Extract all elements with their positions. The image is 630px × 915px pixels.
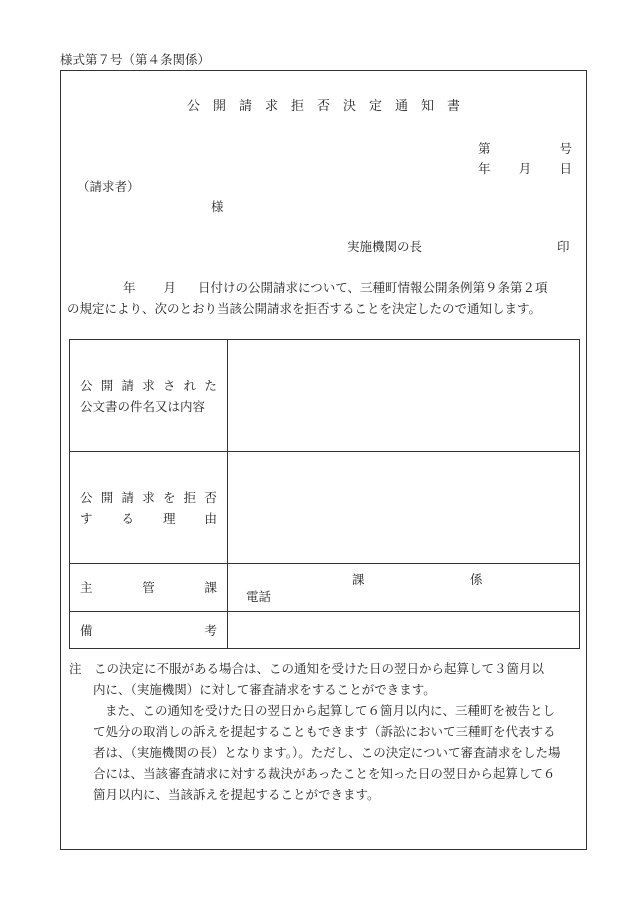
label-line	[80, 620, 217, 641]
note-line: 合には、当該審査請求に対する裁決があったことを知った日の翌日から起算して６	[93, 766, 556, 781]
number-go: 号	[559, 141, 572, 156]
label-char: す	[80, 510, 93, 526]
requester-label: （請求者）	[77, 179, 140, 194]
document-subject-label	[70, 340, 228, 452]
label-char: 公	[80, 489, 93, 505]
body-line1-text: 日付けの公開請求について、三種町情報公開条例第９条第２項	[198, 280, 548, 295]
refusal-reason-value[interactable]	[228, 452, 580, 564]
notice-line-1	[67, 277, 583, 298]
table-row	[70, 564, 580, 612]
label-char: を	[162, 489, 176, 505]
body-month: 月	[163, 280, 177, 295]
label-char: 請	[121, 489, 134, 505]
date-month: 月	[518, 161, 532, 176]
refusal-reason-label	[70, 452, 228, 564]
date-day: 日	[559, 161, 572, 176]
note-line: 注 この決定に不服がある場合は、この通知を受けた日の翌日から起算して３箇月以	[69, 661, 545, 676]
document-title: 公開請求拒否決定通知書	[186, 99, 473, 114]
table-row	[70, 340, 580, 452]
label-char: 開	[100, 377, 114, 393]
responsible-section-label	[70, 564, 228, 612]
note-line: 者は、（実施機関の長）となります。）。ただし、この決定について審査請求をした場	[93, 745, 561, 760]
date-row	[478, 159, 572, 179]
label-char: 主	[80, 580, 93, 595]
note-line: 箇月以内に、当該訴えを提起することができます。	[93, 787, 380, 802]
label-char: れ	[183, 377, 197, 393]
note-line: て処分の取消しの訴えを提起することもできます（訴訟において三種町を代表する	[93, 724, 556, 739]
label-char: た	[204, 377, 217, 393]
label-char: さ	[162, 377, 176, 393]
section-kakari: 係	[470, 572, 483, 587]
label-char: 公	[80, 377, 93, 393]
honorific-sama: 様	[211, 199, 224, 214]
label-line: 公文書の件名又は内容	[80, 398, 206, 414]
notice-body	[67, 277, 583, 319]
table-row	[70, 612, 580, 649]
label-line	[80, 375, 217, 396]
document-frame	[60, 70, 587, 850]
form-number-label: 様式第７号（第４条関係）	[60, 52, 211, 67]
number-dai: 第	[478, 141, 491, 156]
label-char: 開	[100, 489, 114, 505]
date-year: 年	[478, 161, 491, 176]
label-char: 備	[80, 622, 93, 638]
notes-section	[69, 658, 581, 805]
remarks-value[interactable]	[228, 612, 580, 649]
section-ka: 課	[352, 572, 365, 587]
label-char: 由	[204, 510, 217, 526]
label-char: 拒	[183, 489, 197, 505]
label-char: 管	[142, 580, 155, 595]
label-line	[80, 577, 217, 598]
note-line: また、この通知を受けた日の翌日から起算して６箇月以内に、三種町を被告とし	[105, 703, 556, 718]
decision-table	[69, 339, 580, 649]
label-char: 考	[204, 622, 217, 638]
note-line: 内に、（実施機関）に対して審査請求をすることができます。	[93, 682, 436, 697]
label-char: 否	[204, 489, 217, 505]
label-char: 課	[204, 580, 217, 595]
label-char: 請	[121, 377, 134, 393]
label-char: 理	[162, 510, 176, 526]
label-char: 求	[142, 489, 155, 505]
responsible-section-value[interactable]	[228, 564, 580, 612]
label-char: る	[121, 510, 134, 526]
agency-head: 実施機関の長	[347, 239, 423, 254]
section-phone-label: 電話	[246, 589, 272, 604]
label-line	[80, 508, 217, 529]
label-line	[80, 487, 217, 508]
document-number-block	[478, 139, 572, 179]
notice-line-2: の規定により、次のとおり当該公開請求を拒否することを決定したので通知します。	[67, 301, 542, 316]
table-row	[70, 452, 580, 564]
body-year: 年	[123, 280, 136, 295]
seal-mark: 印	[557, 239, 570, 254]
document-number-row	[478, 139, 572, 159]
document-subject-value[interactable]	[228, 340, 580, 452]
remarks-label	[70, 612, 228, 649]
label-char: 求	[142, 377, 155, 393]
